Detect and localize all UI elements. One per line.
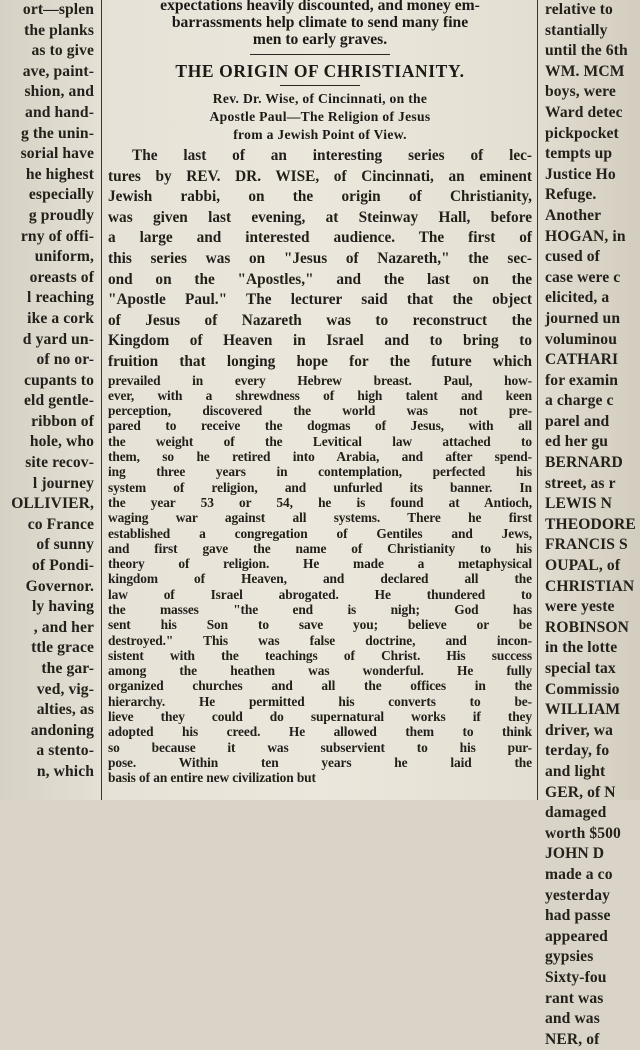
article-headline: THE ORIGIN OF CHRISTIANITY. <box>175 61 465 81</box>
right-column-line: driver, wa <box>545 721 613 739</box>
deck-line: Apostle Paul—The Religion of Jesus <box>209 109 431 124</box>
article-body-line: The last of an interesting series of lec- <box>132 147 532 164</box>
article-body-line: prevailed in every Hebrew breast. Paul, how- <box>108 372 532 388</box>
left-column-line: of no or- <box>36 351 94 369</box>
article-body-line: law of Israel abrogated. He thundered to <box>108 586 532 602</box>
right-column-line: and was <box>545 1010 600 1028</box>
left-column-line: uniform, <box>34 248 94 266</box>
article-body-line: the weight of the Levitical law attached to <box>108 433 532 449</box>
right-column-line: a charge c <box>545 392 614 410</box>
article-body-line: system of religion, and unfurled its banner. In <box>108 479 532 495</box>
right-column-line: ROBINSON <box>545 618 629 636</box>
left-column-line: rny of offi- <box>20 227 94 245</box>
article-body-line: the masses "the end is nigh; God has <box>108 601 532 617</box>
left-column-line: co France <box>27 515 94 533</box>
right-column-line: parel and <box>545 412 610 430</box>
right-column-fragment <box>543 0 640 1048</box>
article-body-line: ond on the "Apostles," and the last on the <box>108 270 532 288</box>
left-column-line: especially <box>28 186 94 204</box>
right-column-line: tempts up <box>545 145 613 163</box>
right-column-line: yesterday <box>545 886 610 904</box>
article-deck <box>110 90 530 144</box>
article-body-line: tures by REV. DR. WISE, of Cincinnati, an eminent <box>108 167 532 185</box>
right-column-line: Another <box>545 206 602 224</box>
left-column-line: , and her <box>33 618 94 636</box>
main-article-column <box>108 0 532 800</box>
left-column-line: the planks <box>24 21 94 39</box>
right-column-line: boys, were <box>545 83 616 101</box>
left-column-line: site recov- <box>25 454 94 472</box>
article-body-line: among the heathen was wonderful. He fully <box>108 663 532 679</box>
article-body-line: a large and interested audience. The first of <box>108 229 532 247</box>
previous-article-ending <box>108 0 532 48</box>
right-column-line: WM. MCM <box>545 62 625 80</box>
right-column-line: and light <box>545 762 606 780</box>
right-column-line: street, as r <box>545 474 616 492</box>
article-body-line: organized churches and all the offices in the <box>108 678 532 694</box>
right-column-line: NER, of <box>545 1030 600 1048</box>
right-column-line: in the lotte <box>545 639 618 657</box>
right-column-line: stantially <box>545 21 608 39</box>
left-column-line: ved, vig- <box>36 680 94 698</box>
right-column-line: cused of <box>545 248 600 266</box>
article-body-line: so because it was subservient to his pur- <box>108 739 532 755</box>
left-column-line: l reaching <box>27 289 94 307</box>
left-column-line: ort—splen <box>22 1 94 18</box>
left-column-fragment <box>0 0 96 800</box>
right-column-line: Commissio <box>545 680 620 698</box>
right-column-line: HOGAN, in <box>545 227 626 245</box>
right-column-line: terday, fo <box>545 742 610 760</box>
deck-line: Rev. Dr. Wise, of Cincinnati, on the <box>212 91 428 106</box>
left-column-line: g the unin- <box>20 124 94 142</box>
left-column-line: l journey <box>32 474 94 492</box>
left-column-line: andoning <box>30 721 94 739</box>
right-column-line: CHRISTIAN <box>545 577 635 595</box>
left-column-line: d yard un- <box>22 330 94 348</box>
article-body-line: "Apostle Paul." The lecturer said that the object <box>108 291 532 309</box>
right-column-line: Sixty-fou <box>545 968 607 986</box>
article-body-line: kingdom of Heaven, and declared all the <box>108 571 532 587</box>
right-column-line: Justice Ho <box>545 165 616 183</box>
right-column-line: relative to <box>545 1 613 18</box>
article-body-line: this series was on "Jesus of Nazareth," the sec- <box>108 249 532 267</box>
article-body-line: adopted his creed. He allowed them to think <box>108 724 532 740</box>
right-column-line: CATHARI <box>545 351 619 369</box>
left-column-line: alties, as <box>36 701 94 719</box>
left-column-line: ike a cork <box>27 309 94 327</box>
right-column-line: ed her gu <box>545 433 608 451</box>
right-column-line: FRANCIS S <box>545 536 628 554</box>
left-column-line: Governor. <box>25 577 94 595</box>
right-column-line: elicited, a <box>545 289 610 307</box>
left-column-line: g proudly <box>28 206 94 224</box>
left-column-line: n, which <box>36 762 94 780</box>
article-body-line: established a congregation of Gentiles and Jews, <box>108 525 532 541</box>
right-column-line: OUPAL, of <box>545 557 621 575</box>
article-body-line: perception, discovered the world was not pre- <box>108 403 532 419</box>
left-column-line: he highest <box>25 165 94 183</box>
article-body-line: Kingdom of Heaven in Israel and to bring to <box>108 332 532 350</box>
right-column-line: damaged <box>545 804 607 822</box>
left-column-line: the gar- <box>41 660 94 677</box>
left-column-line: oreasts of <box>29 268 94 286</box>
left-column-line: of sunny <box>36 536 94 554</box>
article-body-line: and first gave the name of Christianity to his <box>108 540 532 556</box>
left-column-line: ribbon of <box>31 412 94 430</box>
right-column-line: Refuge. <box>545 186 597 204</box>
right-column-line: Ward detec <box>545 103 623 121</box>
article-body-line: them, so he retired into Arabia, and after spend- <box>108 449 532 465</box>
right-column-line: were yeste <box>545 598 615 616</box>
article-separator-rule <box>250 54 390 55</box>
right-column-line: special tax <box>545 660 616 677</box>
article-body-line: ing three years in contemplation, perfected his <box>108 464 532 480</box>
right-column-line: pickpocket <box>545 124 619 142</box>
article-body-line: hierarchy. He permitted his converts to be- <box>108 693 532 709</box>
right-column-line: until the 6th <box>545 42 628 60</box>
left-column-line: cupants to <box>24 371 94 389</box>
article-body-line: pared to receive the dogmas of Jesus, with all <box>108 418 532 434</box>
article-body-line: waging war against all systems. There he first <box>108 510 532 526</box>
article-body-line: sent his Son to save you; believe or be <box>108 617 532 633</box>
article-body-line: of Jesus of Nazareth was to reconstruct the <box>108 311 532 329</box>
left-column-line: of Pondi- <box>32 557 94 575</box>
left-column-line: shion, and <box>24 83 94 101</box>
previous-article-line: barrassments help climate to send many fine <box>171 14 469 31</box>
right-column-line: WILLIAM <box>545 701 621 719</box>
right-column-line: JOHN D <box>545 845 605 863</box>
left-column-line: eld gentle- <box>24 392 94 410</box>
left-column-line: and hand- <box>25 103 94 121</box>
left-column-line: ave, paint- <box>22 62 94 80</box>
left-column-line: a stento- <box>36 742 94 760</box>
article-body-line: pose. Within ten years he laid the <box>108 754 532 770</box>
right-column-line: case were c <box>545 268 621 286</box>
right-column-line: for examin <box>545 371 619 389</box>
column-rule-left <box>101 0 102 800</box>
deck-line: from a Jewish Point of View. <box>233 127 407 142</box>
article-body-line: fruition that longing hope for the future which <box>108 352 532 370</box>
article-body <box>108 146 532 786</box>
previous-article-line: expectations heavily discounted, and money em- <box>160 0 480 14</box>
right-column-line: appeared <box>545 927 608 945</box>
article-body-line: basis of an entire new civilization but <box>108 770 316 786</box>
right-column-line: LEWIS N <box>545 495 612 513</box>
left-column-line: ttle grace <box>31 639 94 657</box>
article-body-line: lieve they could do supernatural works if they <box>108 709 532 725</box>
left-column-line: OLLIVIER, <box>11 495 94 513</box>
article-body-line: was given last evening, at Steinway Hall, before <box>108 208 532 226</box>
right-column-line: gypsies <box>545 948 594 966</box>
article-body-line: sistent with the teachings of Christ. His success <box>108 647 532 663</box>
right-column-line: voluminou <box>545 330 617 348</box>
previous-article-line: men to early graves. <box>252 31 388 48</box>
left-column-line: as to give <box>31 42 94 60</box>
left-column-line: ly having <box>32 598 94 616</box>
article-body-line: destroyed." This was false doctrine, and incon- <box>108 632 532 648</box>
left-column-line: sorial have <box>20 145 94 163</box>
right-column-line: made a co <box>545 865 613 883</box>
article-body-line: ever, with a shrewdness of high talent and keen <box>108 387 532 403</box>
left-column-line: hole, who <box>29 433 94 451</box>
right-column-line: worth $500 <box>545 824 621 842</box>
article-body-line: Jewish rabbi, on the origin of Christianity, <box>108 188 532 206</box>
right-column-line: BERNARD <box>545 454 623 472</box>
article-body-line: the year 53 or 54, he is found at Antioch, <box>108 494 532 510</box>
article-body-line: theory of religion. He made a metaphysical <box>108 556 532 572</box>
right-column-line: journed un <box>545 309 621 327</box>
right-column-line: THEODORE <box>545 515 636 533</box>
headline-rule <box>280 85 360 86</box>
column-rule-right <box>537 0 538 800</box>
right-column-line: had passe <box>545 907 611 925</box>
right-column-line: rant was <box>545 989 604 1007</box>
right-column-line: GER, of N <box>545 783 616 801</box>
